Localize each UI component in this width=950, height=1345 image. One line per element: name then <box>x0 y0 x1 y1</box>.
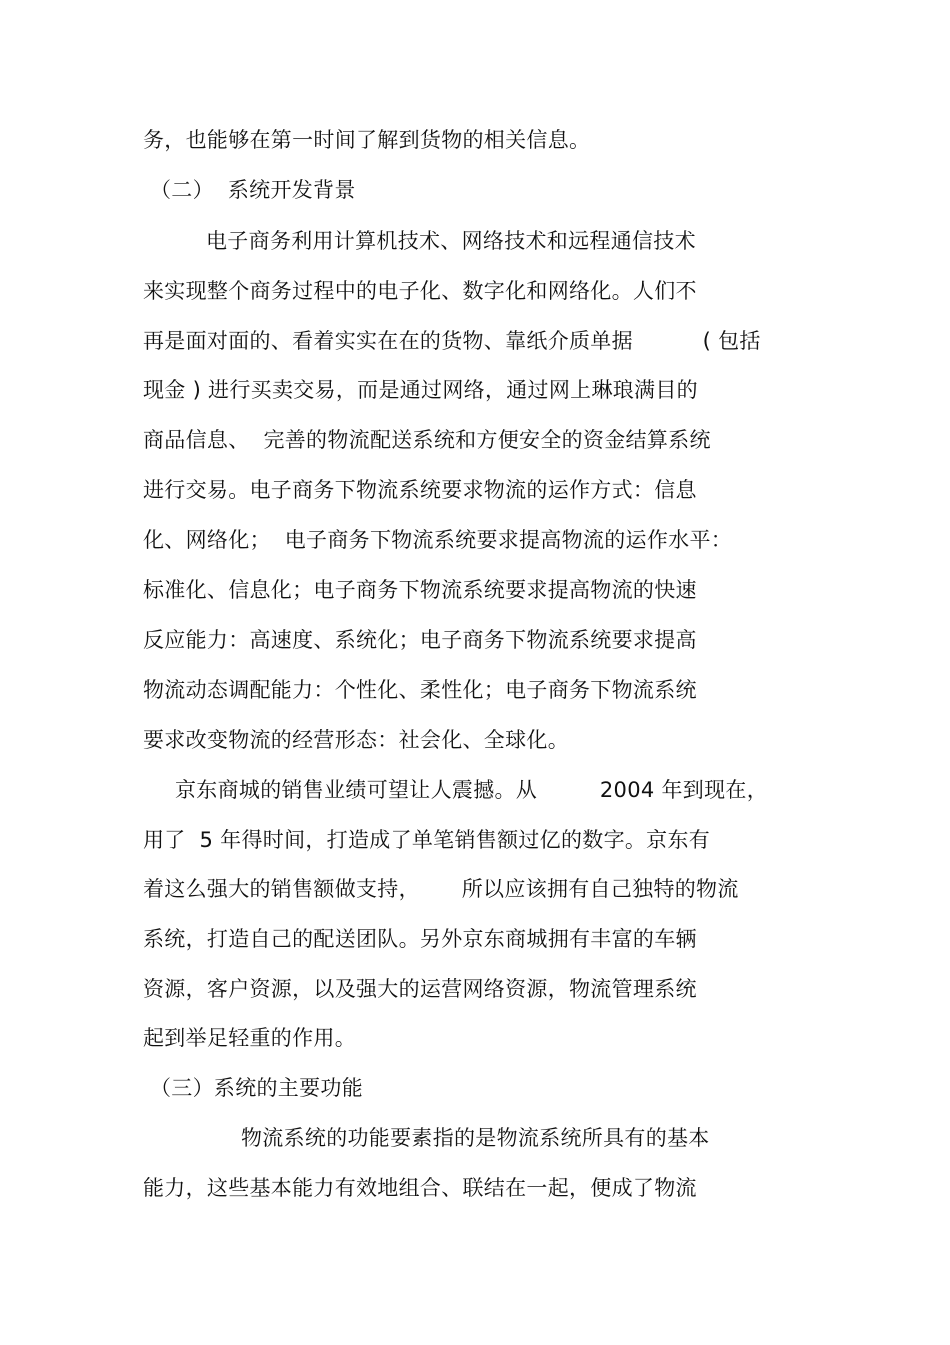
paragraph-line: 能力，这些基本能力有效地组合、联结在一起，便成了物流 <box>143 1176 697 1200</box>
paragraph-line: 资源，客户资源，以及强大的运营网络资源，物流管理系统 <box>143 977 697 1001</box>
paragraph-line: 现金 ) 进行买卖交易，而是通过网络，通过网上琳琅满目的 <box>143 378 698 402</box>
paragraph-line: 起到举足轻重的作用。 <box>143 1026 356 1050</box>
paragraph-line: 电子商务利用计算机技术、网络技术和远程通信技术 <box>206 229 696 253</box>
paragraph-line: 反应能力：高速度、系统化；电子商务下物流系统要求提高 <box>143 628 697 652</box>
paragraph-line: 要求改变物流的经营形态：社会化、全球化。 <box>143 728 569 752</box>
paragraph-line: 京东商城的销售业绩可望让人震撼。从 2004 年到现在， <box>175 778 768 802</box>
paragraph-line: 务，也能够在第一时间了解到货物的相关信息。 <box>143 128 591 152</box>
paragraph-line: 标准化、信息化；电子商务下物流系统要求提高物流的快速 <box>143 578 697 602</box>
paragraph-line: 物流动态调配能力：个性化、柔性化；电子商务下物流系统 <box>143 678 697 702</box>
paragraph-line: 来实现整个商务过程中的电子化、数字化和网络化。人们不 <box>143 279 697 303</box>
section-heading: （三）系统的主要功能 <box>150 1076 363 1100</box>
paragraph-line: 着这么强大的销售额做支持， 所以应该拥有自己独特的物流 <box>143 877 739 901</box>
paragraph-line: 进行交易。电子商务下物流系统要求物流的运作方式：信息 <box>143 478 697 502</box>
paragraph-line: 再是面对面的、看着实实在在的货物、靠纸介质单据 ( 包括 <box>143 329 761 353</box>
paragraph-line: 物流系统的功能要素指的是物流系统所具有的基本 <box>241 1126 710 1150</box>
paragraph-line: 商品信息、 完善的物流配送系统和方便安全的资金结算系统 <box>143 428 711 452</box>
paragraph-line: 化、网络化； 电子商务下物流系统要求提高物流的运作水平： <box>143 528 733 552</box>
section-heading: （二） 系统开发背景 <box>150 178 356 202</box>
paragraph-line: 系统，打造自己的配送团队。另外京东商城拥有丰富的车辆 <box>143 927 697 951</box>
paragraph-line: 用了 5 年得时间，打造成了单笔销售额过亿的数字。京东有 <box>143 828 711 852</box>
